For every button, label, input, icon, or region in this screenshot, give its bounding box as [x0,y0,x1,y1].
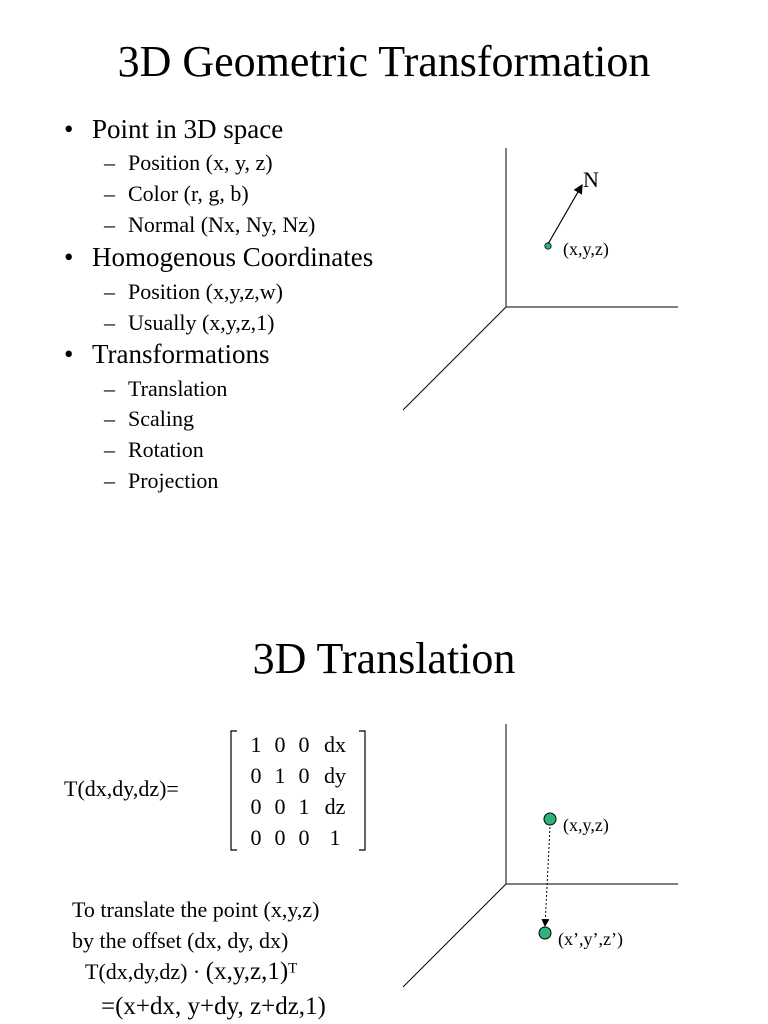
matrix-lhs: T(dx,dy,dz)= [64,776,179,801]
matrix-row-1: 1 0 0 dx [250,732,346,757]
bullet-glyph: • [64,339,74,369]
bullet-transformations: • Transformations [64,339,270,369]
point-marker [545,243,551,249]
bullet-glyph: • [64,114,74,144]
translate-result: =(x+dx, y+dy, z+dz,1) [101,993,326,1020]
slide1-title: 3D Geometric Transformation [117,37,651,86]
point-label-translated: (x’,y’,z’) [558,929,623,949]
sub-projection: – Projection [104,468,219,493]
z-axis-2 [403,884,506,987]
sub-translation: – Translation [104,376,228,401]
translate-text-line-2: by the offset (dx, dy, dx) [72,928,289,953]
sub-position: – Position (x, y, z) [104,150,273,175]
sub-color: – Color (r, g, b) [104,181,249,206]
matrix-row-2: 0 1 0 dy [250,763,346,788]
sub-rotation: – Rotation [104,437,204,462]
point-label-original: (x,y,z) [563,815,609,835]
translate-formula: $T(dx,dy,dz) \cdot (x,y,z,1)^T$ [85,958,298,985]
z-axis [403,307,506,410]
bullet-glyph: • [64,242,74,272]
sub-position-w: – Position (x,y,z,w) [104,279,284,304]
bullet-point-3d: • Point in 3D space [64,114,284,144]
normal-arrow [548,185,582,244]
translation-arrow [545,827,550,926]
sub-scaling: – Scaling [104,406,194,431]
axes-slide2 [403,724,678,987]
slide2-title: 3D Translation [252,634,516,683]
matrix-row-3: 0 0 1 dz [250,794,346,819]
sub-usually: – Usually (x,y,z,1) [104,310,275,335]
translation-matrix [230,730,366,851]
sub-normal: – Normal (Nx, Ny, Nz) [104,212,316,237]
point-label: (x,y,z) [563,239,609,259]
point-translated [539,927,551,939]
bullet-homogenous: • Homogenous Coordinates [64,242,374,272]
point-original [544,813,556,825]
normal-label: N [583,167,599,192]
axes-slide1 [403,148,678,410]
translate-text-line-1: To translate the point (x,y,z) [72,897,320,922]
matrix-row-4: 0 0 0 1 [250,825,341,850]
